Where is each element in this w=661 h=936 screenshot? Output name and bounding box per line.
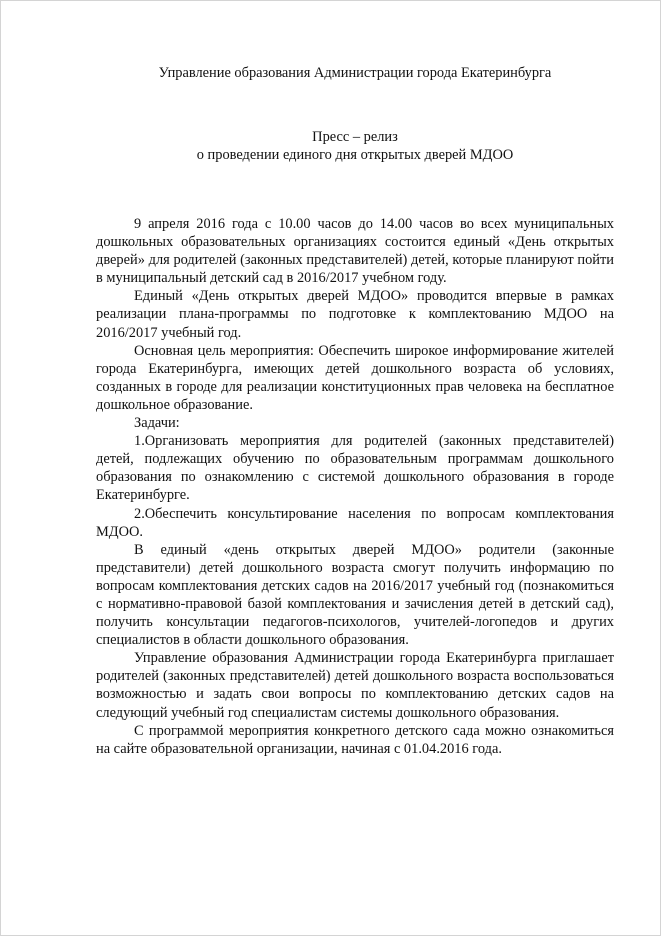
title-line-2: о проведении единого дня открытых дверей МДОО <box>196 147 514 163</box>
paragraph-event-date: 9 апреля 2016 года с 10.00 часов до 14.00 часов во всех муниципальных дошкольных образовательных организациях состоится единый «День открытых дверей» для родителей (законных представителей) детей, которые планируют пойти в муниципальный детский сад в 2016/2017 учебном году. <box>96 216 614 287</box>
paragraph-main-goal: Основная цель мероприятия: Обеспечить широкое информирование жителей города Екатеринбурга, имеющих детей дошкольного возраста об условиях, созданных в городе для реализации конституционных прав человека на бесплатное дошкольное образование. <box>96 342 614 413</box>
document-body <box>96 215 614 758</box>
paragraph-parents-info: В единый «день открытых дверей МДОО» родители (законные представители) детей дошкольного возраста смогут получить информацию по вопросам комплектования детских садов на 2016/2017 учебный год (познакомиться с нормативно-правовой базой комплектования и зачисления детей в детский сад), получить консультации педагогов-психологов, учителей-логопедов и других специалистов в области дошкольного образования. <box>96 541 614 649</box>
paragraph-first-time: Единый «День открытых дверей МДОО» проводится впервые в рамках реализации плана-программы по подготовке к комплектованию МДОО на 2016/2017 учебный год. <box>96 288 614 341</box>
paragraph-program-site: С программой мероприятия конкретного детского сада можно ознакомиться на сайте образовательной организации, начиная с 01.04.2016 года. <box>96 722 614 757</box>
paragraph-invitation: Управление образования Администрации города Екатеринбурга приглашает родителей (законных представителей) детей дошкольного возраста воспользоваться возможностью и задать свои вопросы по комплектованию детских садов на следующий учебный год специалистам системы дошкольного образования. <box>96 650 614 721</box>
paragraph-task-2: 2.Обеспечить консультирование населения по вопросам комплектования МДОО. <box>96 505 614 540</box>
paragraph-tasks-heading: Задачи: <box>134 415 180 432</box>
organization-header: Управление образования Администрации города Екатеринбурга <box>158 65 552 81</box>
press-release-title <box>96 128 614 164</box>
paragraph-task-1: 1.Организовать мероприятия для родителей (законных представителей) детей, подлежащих обучению по образовательным программам дошкольного образования по ознакомлению с системой дошкольного образования в городе Екатеринбурге. <box>96 433 614 504</box>
title-line-1: Пресс – релиз <box>312 129 398 145</box>
